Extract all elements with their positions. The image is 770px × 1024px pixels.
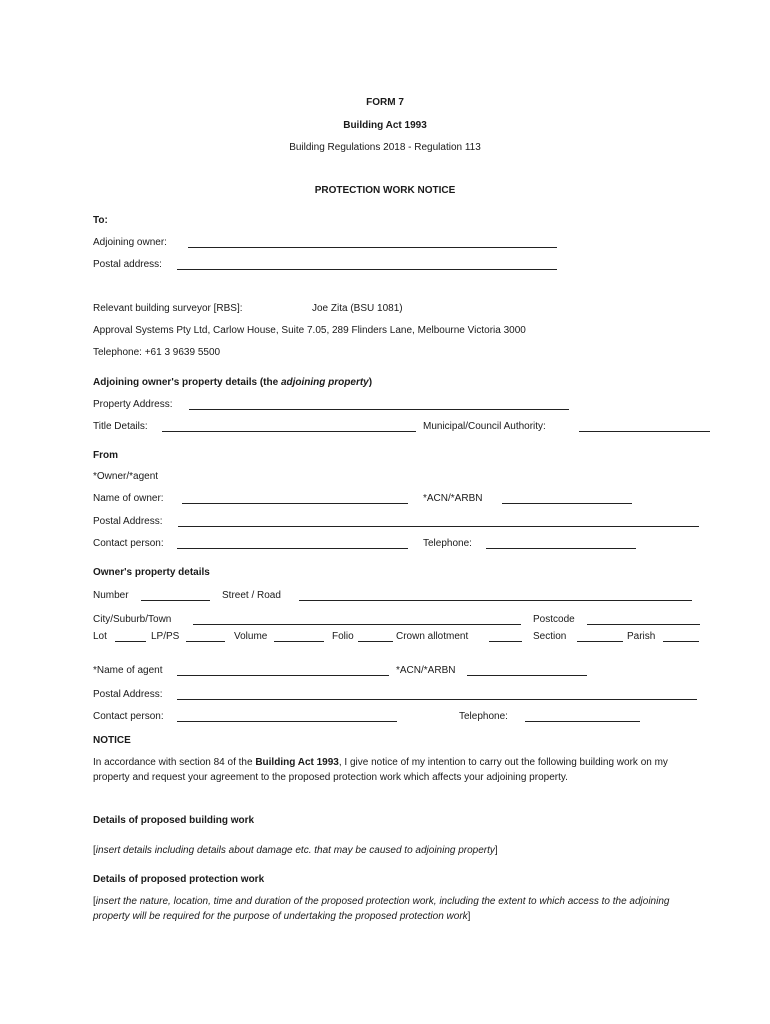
- owner-agent-label: *Owner/*agent: [93, 471, 159, 482]
- number-label: Number: [93, 590, 129, 601]
- notice-text: In accordance with section 84 of the Building Act 1993, I give notice of my intention to carry out the following building work on my property and request your agreement to the proposed protection work which affects your adjoining property.: [93, 757, 668, 783]
- section-field[interactable]: [577, 641, 623, 642]
- crown-allotment-label: Crown allotment: [396, 631, 469, 642]
- building-work-heading: Details of proposed building work: [93, 815, 255, 826]
- owners-property-heading: Owner's property details: [93, 567, 210, 578]
- protection-work-instruction[interactable]: [insert the nature, location, time and duration of the proposed protection work, including the extent to which access to the adjoining property will be required for the purpose of undertaking the proposed protection work]: [93, 896, 670, 922]
- crown-allotment-field[interactable]: [489, 641, 522, 642]
- agent-contact-person-label: Contact person:: [93, 711, 164, 722]
- owner-telephone-field[interactable]: [486, 548, 636, 549]
- adjoining-owner-field[interactable]: [188, 247, 557, 248]
- owner-contact-person-label: Contact person:: [93, 538, 164, 549]
- lpps-field[interactable]: [186, 641, 225, 642]
- notice-title: PROTECTION WORK NOTICE: [314, 185, 456, 196]
- folio-label: Folio: [332, 631, 354, 642]
- rbs-label: Relevant building surveyor [RBS]:: [93, 303, 243, 314]
- agent-contact-person-field[interactable]: [177, 721, 397, 722]
- rbs-telephone: Telephone: +61 3 9639 5500: [93, 347, 221, 358]
- agent-acn-field[interactable]: [467, 675, 587, 676]
- title-details-field[interactable]: [162, 431, 416, 432]
- notice-heading: NOTICE: [93, 735, 131, 746]
- form-number: FORM 7: [366, 97, 404, 108]
- section-label: Section: [533, 631, 567, 642]
- building-work-instruction[interactable]: [insert details including details about damage etc. that may be caused to adjoining property]: [93, 845, 498, 856]
- agent-telephone-field[interactable]: [525, 721, 640, 722]
- title-details-label: Title Details:: [93, 421, 148, 432]
- postal-address-label: Postal address:: [93, 259, 162, 270]
- adjoining-owner-label: Adjoining owner:: [93, 237, 167, 248]
- name-of-agent-field[interactable]: [177, 675, 389, 676]
- act-title: Building Act 1993: [343, 120, 427, 131]
- regulation-title: Building Regulations 2018 - Regulation 113: [289, 142, 481, 153]
- city-field[interactable]: [193, 624, 521, 625]
- agent-postal-address-label: Postal Address:: [93, 689, 163, 700]
- council-label: Municipal/Council Authority:: [423, 421, 546, 432]
- owner-acn-field[interactable]: [502, 503, 632, 504]
- to-heading: To:: [93, 215, 108, 226]
- owner-postal-address-label: Postal Address:: [93, 516, 163, 527]
- parish-label: Parish: [627, 631, 656, 642]
- parish-field[interactable]: [663, 641, 699, 642]
- street-label: Street / Road: [222, 590, 281, 601]
- protection-work-heading: Details of proposed protection work: [93, 874, 265, 885]
- owner-telephone-label: Telephone:: [423, 538, 472, 549]
- adjoining-property-heading: Adjoining owner's property details (the adjoining property): [93, 377, 373, 388]
- name-of-owner-label: Name of owner:: [93, 493, 164, 504]
- number-field[interactable]: [141, 600, 210, 601]
- city-label: City/Suburb/Town: [93, 614, 172, 625]
- property-address-label: Property Address:: [93, 399, 173, 410]
- name-of-owner-field[interactable]: [182, 503, 408, 504]
- postal-address-field[interactable]: [177, 269, 557, 270]
- property-address-field[interactable]: [189, 409, 569, 410]
- agent-postal-address-field[interactable]: [177, 699, 697, 700]
- owner-acn-label: *ACN/*ARBN: [423, 493, 483, 504]
- folio-field[interactable]: [358, 641, 393, 642]
- rbs-name: Joe Zita (BSU 1081): [312, 303, 403, 314]
- volume-label: Volume: [234, 631, 268, 642]
- street-field[interactable]: [299, 600, 692, 601]
- rbs-address: Approval Systems Pty Ltd, Carlow House, Suite 7.05, 289 Flinders Lane, Melbourne Victoria 3000: [93, 325, 526, 336]
- volume-field[interactable]: [274, 641, 324, 642]
- postcode-field[interactable]: [587, 624, 700, 625]
- agent-acn-label: *ACN/*ARBN: [396, 665, 456, 676]
- lot-field[interactable]: [115, 641, 146, 642]
- owner-contact-person-field[interactable]: [177, 548, 408, 549]
- lot-label: Lot: [93, 631, 107, 642]
- from-heading: From: [93, 450, 118, 461]
- postcode-label: Postcode: [533, 614, 575, 625]
- agent-telephone-label: Telephone:: [459, 711, 508, 722]
- owner-postal-address-field[interactable]: [178, 526, 699, 527]
- name-of-agent-label: *Name of agent: [93, 665, 163, 676]
- council-field[interactable]: [579, 431, 710, 432]
- lpps-label: LP/PS: [151, 631, 180, 642]
